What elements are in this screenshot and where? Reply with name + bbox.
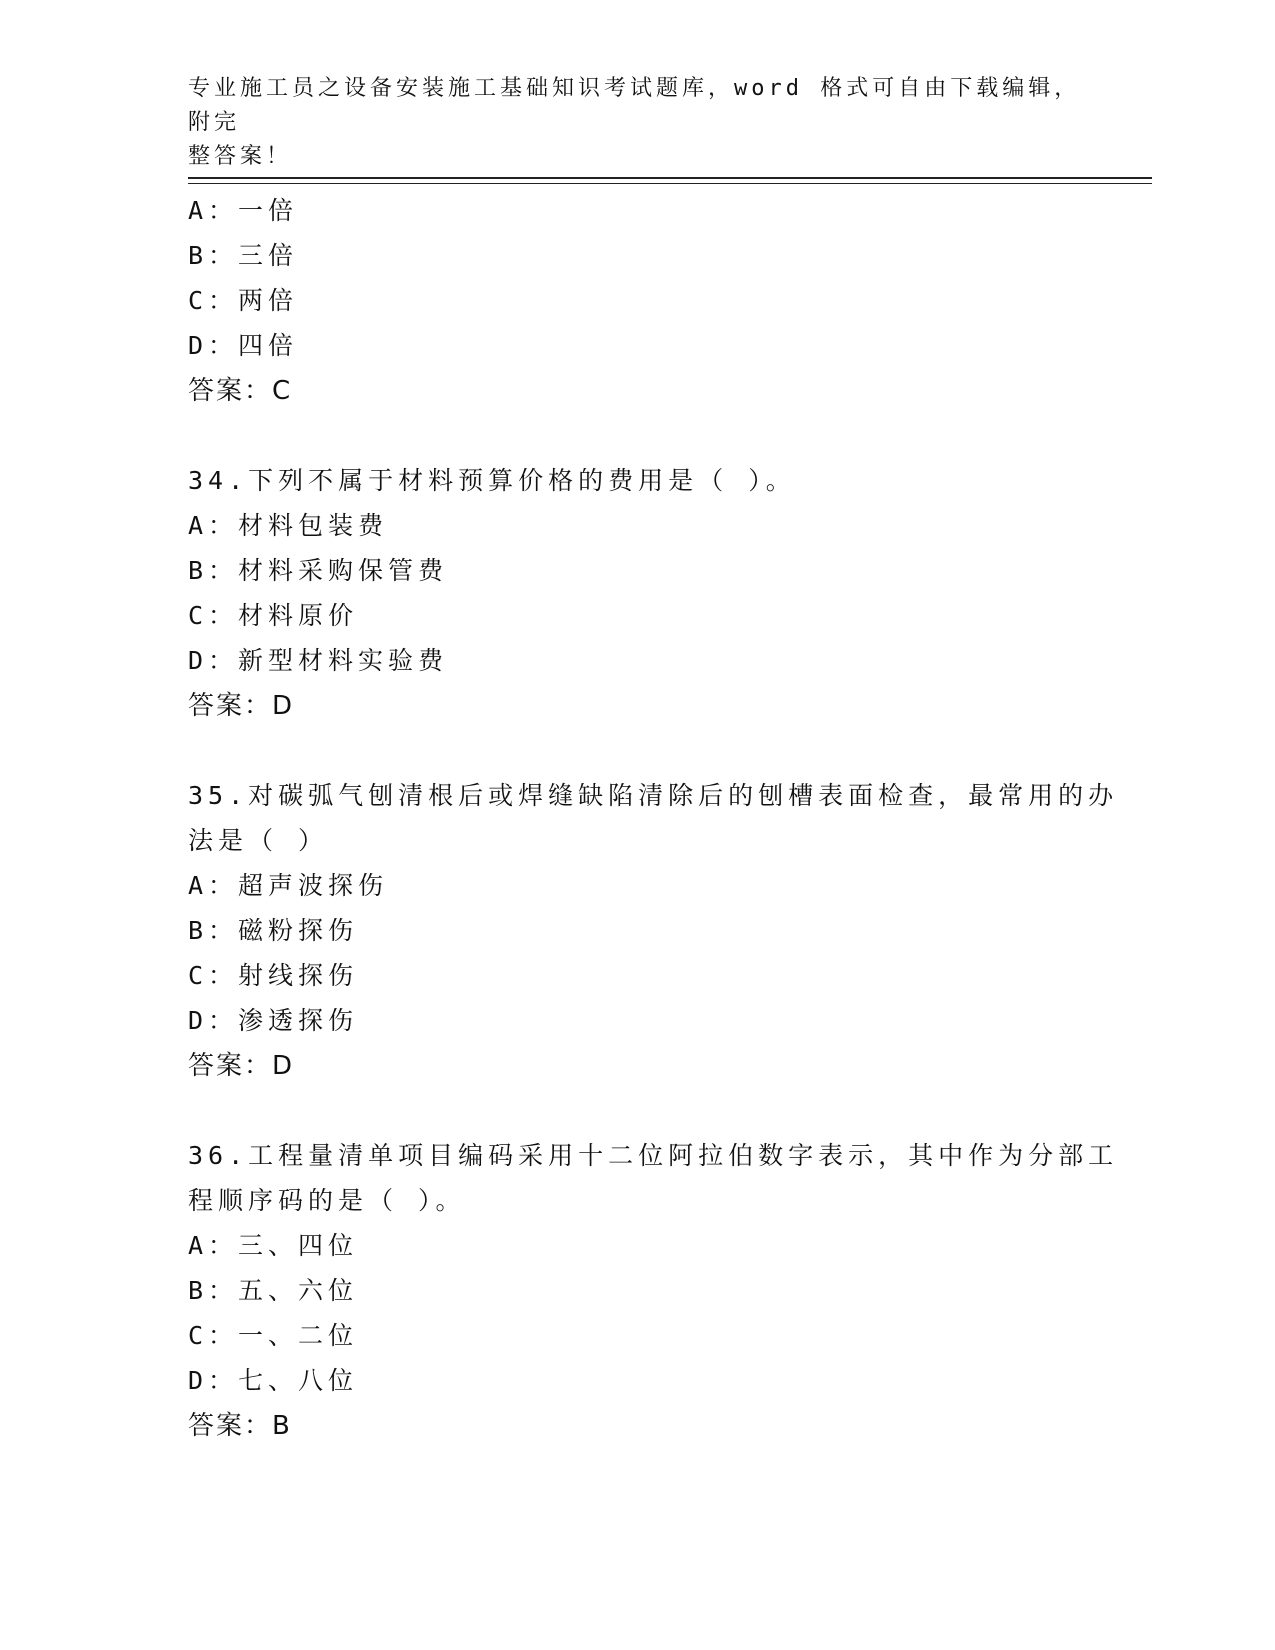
q34-option-a: A：材料包装费 — [188, 511, 389, 540]
q36-option-b: B：五、六位 — [188, 1276, 359, 1305]
q33-option-d: D：四倍 — [188, 331, 299, 360]
q36-answer: 答案：B — [188, 1411, 292, 1441]
q35-stem-line-1: 35.对碳弧气刨清根后或焊缝缺陷清除后的刨槽表面检查，最常用的办 — [188, 781, 1119, 810]
q34-option-c: C：材料原价 — [188, 601, 359, 630]
header-line-2: 整答案！ — [188, 144, 293, 169]
q36-option-c: C：一、二位 — [188, 1321, 359, 1350]
q33-answer: 答案：C — [188, 376, 293, 406]
q34-stem: 34.下列不属于材料预算价格的费用是（ ）。 — [188, 466, 796, 495]
q35-option-c: C：射线探伤 — [188, 961, 359, 990]
q35-option-b: B：磁粉探伤 — [188, 916, 359, 945]
q36-option-a: A：三、四位 — [188, 1231, 359, 1260]
q36-stem-line-2: 程顺序码的是（ ）。 — [188, 1186, 466, 1215]
document-header — [188, 72, 1088, 174]
q34-option-d: D：新型材料实验费 — [188, 646, 449, 675]
q33-option-c: C：两倍 — [188, 286, 299, 315]
q35-option-a: A：超声波探伤 — [188, 871, 389, 900]
q34-answer: 答案：D — [188, 691, 295, 721]
header-divider-thick — [188, 177, 1152, 179]
q36-option-d: D：七、八位 — [188, 1366, 359, 1395]
q33-option-a: A：一倍 — [188, 196, 299, 225]
q35-stem-line-2: 法是（ ） — [188, 826, 329, 855]
q36-stem-line-1: 36.工程量清单项目编码采用十二位阿拉伯数字表示，其中作为分部工 — [188, 1141, 1119, 1170]
q33-option-b: B：三倍 — [188, 241, 299, 270]
header-divider-thin — [188, 183, 1152, 184]
q34-option-b: B：材料采购保管费 — [188, 556, 449, 585]
q35-option-d: D：渗透探伤 — [188, 1006, 359, 1035]
header-line-1: 专业施工员之设备安装施工基础知识考试题库，word 格式可自由下载编辑，附完 — [188, 76, 1081, 135]
q35-answer: 答案：D — [188, 1051, 295, 1081]
